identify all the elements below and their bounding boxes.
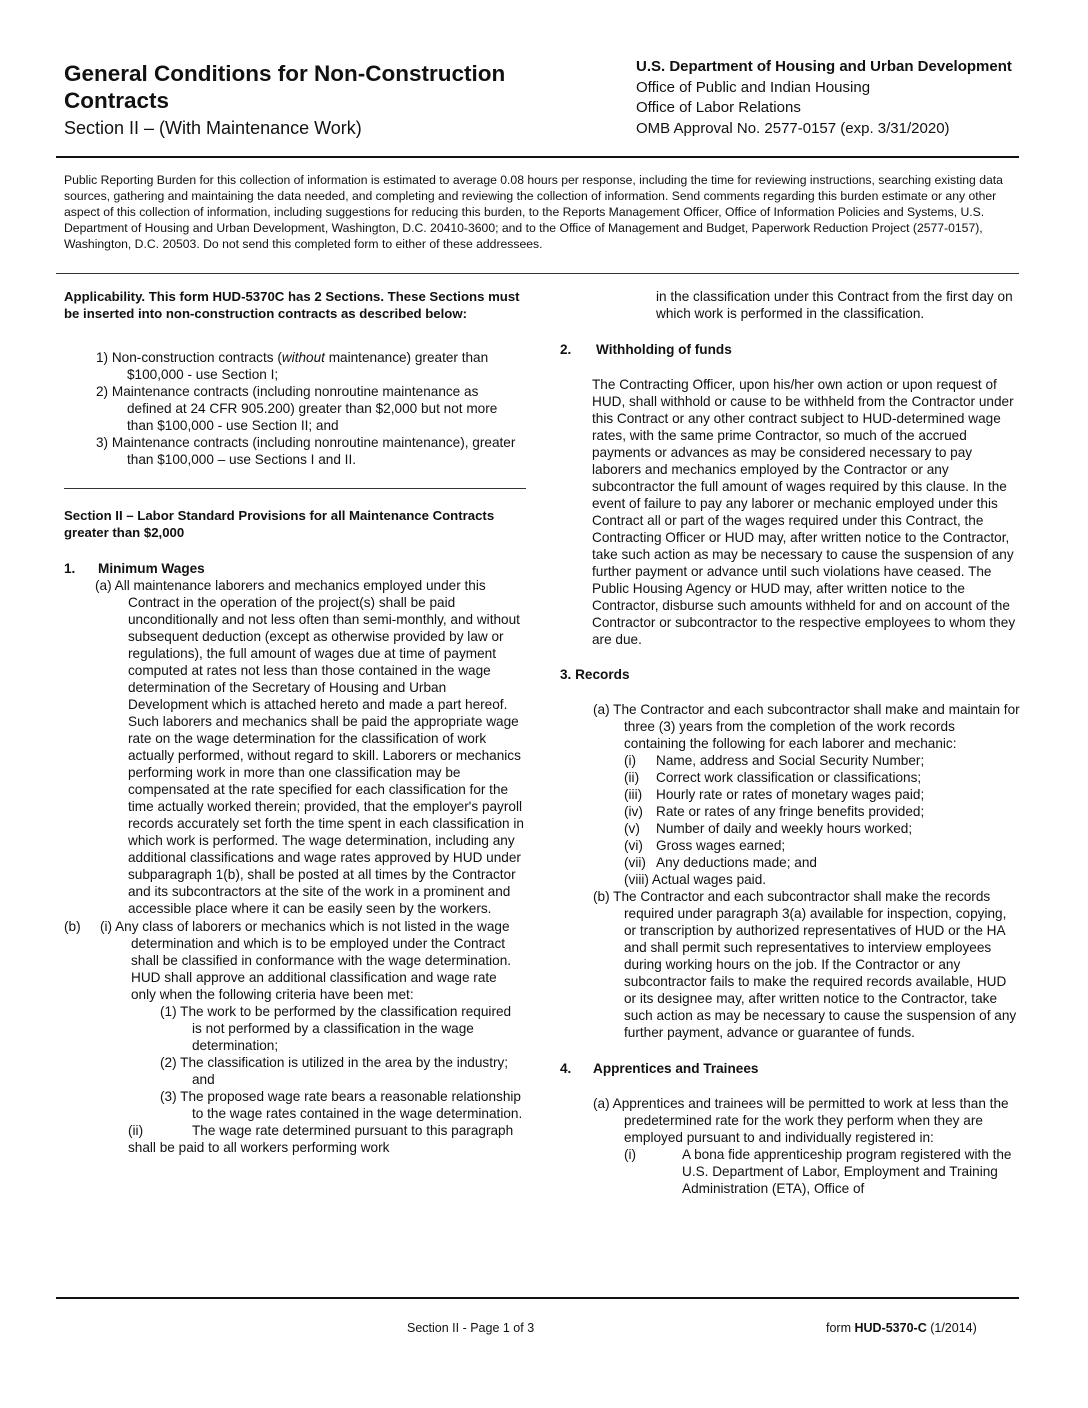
document-subtitle: Section II – (With Maintenance Work): [64, 118, 362, 138]
minimum-wages-a: (a) All maintenance laborers and mechanics employed under this Contract in the operation of the project(s) shall be paid unconditionally and not less often than semi-monthly, and without subsequent deduction (except as otherwise provided by law or regulations), the full amount of wages due at time of payment computed at rates not less than those contained in the wage determination of the Secretary of Housing and Urban Development which is attached hereto and made a part hereof. Such laborers and mechanics shall be paid the appropriate wage rate on the wage determination for the classification of work actually performed, without regard to skill. Laborers or mechanics performing work in more than one classification may be compensated at the rate specified for each classification for the time actually worked therein; provided, that the employer's payroll records accurately set forth the time spent in each classification in which work is performed. The wage determination, including any additional classifications and wage rates approved by HUD under subparagraph 1(b), shall be posted at all times by the Contractor and its subcontractors at the site of the work in a prominent and accessible place where it can be easily seen by the workers.: [95, 578, 524, 916]
withholding-heading: 2. Withholding of funds: [560, 342, 732, 357]
header-divider: [56, 156, 1019, 158]
document-title: General Conditions for Non-Construction Contracts: [64, 61, 506, 113]
omb-approval: OMB Approval No. 2577-0157 (exp. 3/31/2020): [636, 119, 950, 137]
records-b: (b) The Contractor and each subcontractor shall make the records required under paragraph 3(a) available for inspection, copying, or transcription by authorized representatives of HUD or the HA and shall permit such representatives to interview employees during working hours on the job. If the Contractor or any subcontractor fails to make the required records available, HUD or its designee may, after written notice to the Contractor, take such action as may be necessary to cause the suspension of any further payment, advance or guarantee of funds.: [593, 889, 1017, 1040]
agency-block: [636, 57, 1036, 139]
section-divider: [64, 488, 526, 489]
minimum-wages-b-ii: [64, 1122, 524, 1156]
criterion-2: (2) The classification is utilized in the area by the industry; and: [160, 1055, 509, 1087]
records-item: (vii) Any deductions made; and: [624, 855, 817, 870]
applicability-heading: Applicability. This form HUD-5370C has 2 Sections. These Sections must be inserted into non-construction contracts as described below:: [64, 289, 520, 321]
withholding-number: 2.: [560, 342, 572, 357]
criterion-1: (1) The work to be performed by the classification required is not performed by a classification in the wage determination;: [160, 1004, 512, 1053]
apprentices-a-i: [560, 1146, 1020, 1197]
minimum-wages-b-ii-continued: in the classification under this Contract from the first day on which work is performed in the classification.: [656, 289, 1013, 321]
records-item: (iv) Rate or rates of any fringe benefits provided;: [624, 804, 925, 819]
burden-statement: Public Reporting Burden for this collection of information is estimated to average 0.08 hours per response, including the time for reviewing instructions, searching existing data sources, gathering and maintaining the data needed, and completing and reviewing the collection of information. Send comments regarding this burden estimate or any other aspect of this collection of information, including suggestions for reducing this burden, to the Reports Management Officer, Office of Information Policies and Systems, U.S. Department of Housing and Urban Development, Washington, D.C. 20410-3600; and to the Office of Management and Budget, Paperwork Reduction Project (2577-0157), Washington, D.C. 20503. Do not send this completed form to either of these addressees.: [64, 173, 1003, 251]
minimum-wages-b-ii-label: (ii): [128, 1123, 144, 1138]
office-labor-relations: Office of Labor Relations: [636, 99, 801, 116]
apprentices-number: 4.: [560, 1061, 572, 1076]
records-item-viii: (viii) Actual wages paid.: [624, 872, 767, 887]
minimum-wages-b-i: (i) Any class of laborers or mechanics which is not listed in the wage determination and which is to be employed under the Contract shall be classified in conformance with the wage determination. HUD shall approve an additional classification and wage rate only when the following criteria have been met:: [100, 919, 512, 1002]
apprentices-heading: 4. Apprentices and Trainees: [560, 1061, 759, 1076]
applicability-item-2: 2) Maintenance contracts (including nonroutine maintenance as defined at 24 CFR 905.200) greater than $2,000 but not more than $100,000 - use Section II; and: [96, 384, 498, 433]
applicability-item-1: 1) Non-construction contracts (without maintenance) greater than $100,000 - use Section I;: [96, 350, 489, 382]
form-identifier: form HUD-5370-C (1/2014): [826, 1321, 977, 1335]
apprentices-a: (a) Apprentices and trainees will be permitted to work at less than the predetermined rate for the work they perform when they are employed pursuant to and individually registered in:: [593, 1096, 1009, 1145]
minimum-wages-heading: 1. Minimum Wages: [64, 561, 205, 576]
criterion-3: (3) The proposed wage rate bears a reasonable relationship to the wage rates contained in the wage determination.: [160, 1089, 523, 1121]
records-item: (ii) Correct work classification or classifications;: [624, 770, 922, 785]
records-item: (i) Name, address and Social Security Number;: [624, 753, 925, 768]
section-ii-heading: Section II – Labor Standard Provisions for all Maintenance Contracts greater than $2,000: [64, 508, 495, 540]
records-item: (vi) Gross wages earned;: [624, 838, 786, 853]
footer-divider: [56, 1297, 1019, 1299]
criteria-list: [64, 1003, 524, 1122]
applicability-item-3: 3) Maintenance contracts (including nonroutine maintenance), greater than $100,000 – use Sections I and II.: [96, 435, 516, 467]
records-item: (iii) Hourly rate or rates of monetary wages paid;: [624, 787, 925, 802]
page-number: Section II - Page 1 of 3: [407, 1321, 535, 1335]
minimum-wages-b-label: (b): [64, 919, 81, 934]
office-public-indian-housing: Office of Public and Indian Housing: [636, 78, 871, 96]
minimum-wages-number: 1.: [64, 561, 76, 576]
minimum-wages-b: [64, 918, 524, 1003]
records-heading: 3. Records: [560, 667, 630, 682]
withholding-text: The Contracting Officer, upon his/her own action or upon request of HUD, shall withhold or cause to be withheld from the Contractor under this Contract or any other contract subject to HUD-determined wage rates, with the same prime Contractor, so much of the accrued payments or advances as may be considered necessary to pay laborers and mechanics employed by the Contractor or any subcontractor the full amount of wages required by this clause. In the event of failure to pay any laborer or mechanic employed under this Contract all or part of the wages required under this Contract, the Contracting Officer or HUD may, after written notice to the Contractor, take such action as may be necessary to cause the suspension of any further payment or advance until such violations have ceased. The Public Housing Agency or HUD may, after written notice to the Contractor, disburse such amounts withheld for and on account of the Contractor or subcontractor to the respective employees to whom they are due.: [592, 377, 1016, 647]
records-a: (a) The Contractor and each subcontractor shall make and maintain for three (3) years from the completion of the work records containing the following for each laborer and mechanic:: [593, 702, 1020, 751]
left-column: [64, 288, 524, 1156]
apprentices-a-i-label: (i): [624, 1147, 637, 1162]
right-column: [560, 288, 1020, 1197]
apprentices-a-i-text: A bona fide apprenticeship program registered with the U.S. Department of Labor, Employment and Training Administration (ETA), Office of: [682, 1147, 1012, 1196]
records-list: [560, 752, 1020, 888]
burden-divider: [56, 273, 1019, 274]
applicability-list: [64, 349, 524, 468]
records-item: (v) Number of daily and weekly hours worked;: [624, 821, 913, 836]
agency-name: U.S. Department of Housing and Urban Development: [636, 58, 1012, 75]
minimum-wages-b-ii-text: The wage rate determined pursuant to this paragraph shall be paid to all workers performing work: [128, 1123, 514, 1155]
